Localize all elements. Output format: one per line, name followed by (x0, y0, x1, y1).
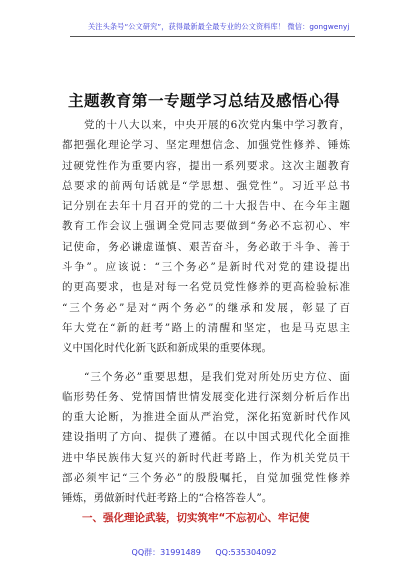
paragraph-line: 建设指明了方向、提供了遵循。在以中国式现代化全面推 (62, 431, 350, 444)
paragraph-line: 临形势任务、党情国情世情发展变化进行深刻分析后作出 (62, 390, 350, 403)
paragraph-line: 部必须牢记“三个务必”的殷殷嘱托，自觉加强党性修养 (62, 472, 350, 485)
paragraph-2 (62, 367, 350, 509)
footer-qq: QQ:535304092 (215, 548, 277, 557)
paragraph-line: 年大党在“新的赶考”路上的清醒和坚定，也是马克思主 (62, 321, 350, 334)
paragraph-line: 进中华民族伟大复兴的新时代赶考路上，作为机关党员干 (62, 451, 350, 464)
paragraph-line: 锤炼，勇做新时代赶考路上的“合格答卷人”。 (62, 492, 273, 505)
paragraph-line: 记分别在去年十月召开的党的二十大报告中、在今年主题 (62, 200, 350, 213)
paragraph-line: 的重大论断，为推进全面从严治党，深化拓宽新时代作风 (62, 411, 350, 424)
paragraph-line: 过硬党性作为重要内容，提出一系列要求。这次主题教育 (62, 159, 350, 172)
paragraph-line: 都把强化理论学习、坚定理想信念、加强党性修养、锤炼 (62, 139, 350, 152)
paragraph-line: 总要求的前两句话就是“学思想、强党性”。习近平总书 (62, 179, 350, 192)
paragraph-line: “三个务必”重要思想，是我们党对所处历史方位、面 (84, 370, 350, 383)
section-heading: 一、强化理论武装，切实筑牢“不忘初心、牢记使 (82, 512, 310, 524)
paragraph-line: 教育工作会议上强调全党同志要做到“务必不忘初心、牢 (62, 220, 350, 233)
header-rule (70, 36, 355, 37)
footer-qq-group: QQ群：31991489 (131, 548, 201, 557)
document-body (62, 115, 350, 509)
paragraph-line: 义中国化时代化新飞跃和新成果的重要体现。 (62, 342, 272, 355)
header-promo-note: 关注头条号“公文研究”，获得最新最全最专业的公文资料库！ 微信：gongwenyj (88, 22, 350, 31)
paragraph-line: 的更高要求，也是对每一名党员党性修养的更高检验标准 (62, 281, 350, 294)
paragraph-line: “三个务必”是对“两个务必”的继承和发展，彰显了百 (62, 301, 350, 314)
footer-contact (0, 547, 408, 558)
paragraph-1 (62, 115, 350, 359)
paragraph-line: 斗争”。应该说：“三个务必”是新时代对党的建设提出 (62, 261, 350, 274)
document-title: 主题教育第一专题学习总结及感悟心得 (67, 92, 340, 110)
paragraph-line: 记使命，务必谦虚谨慎、艰苦奋斗，务必敢于斗争、善于 (62, 240, 350, 253)
paragraph-line: 党的十八大以来，中央开展的6次党内集中学习教育， (84, 119, 350, 131)
